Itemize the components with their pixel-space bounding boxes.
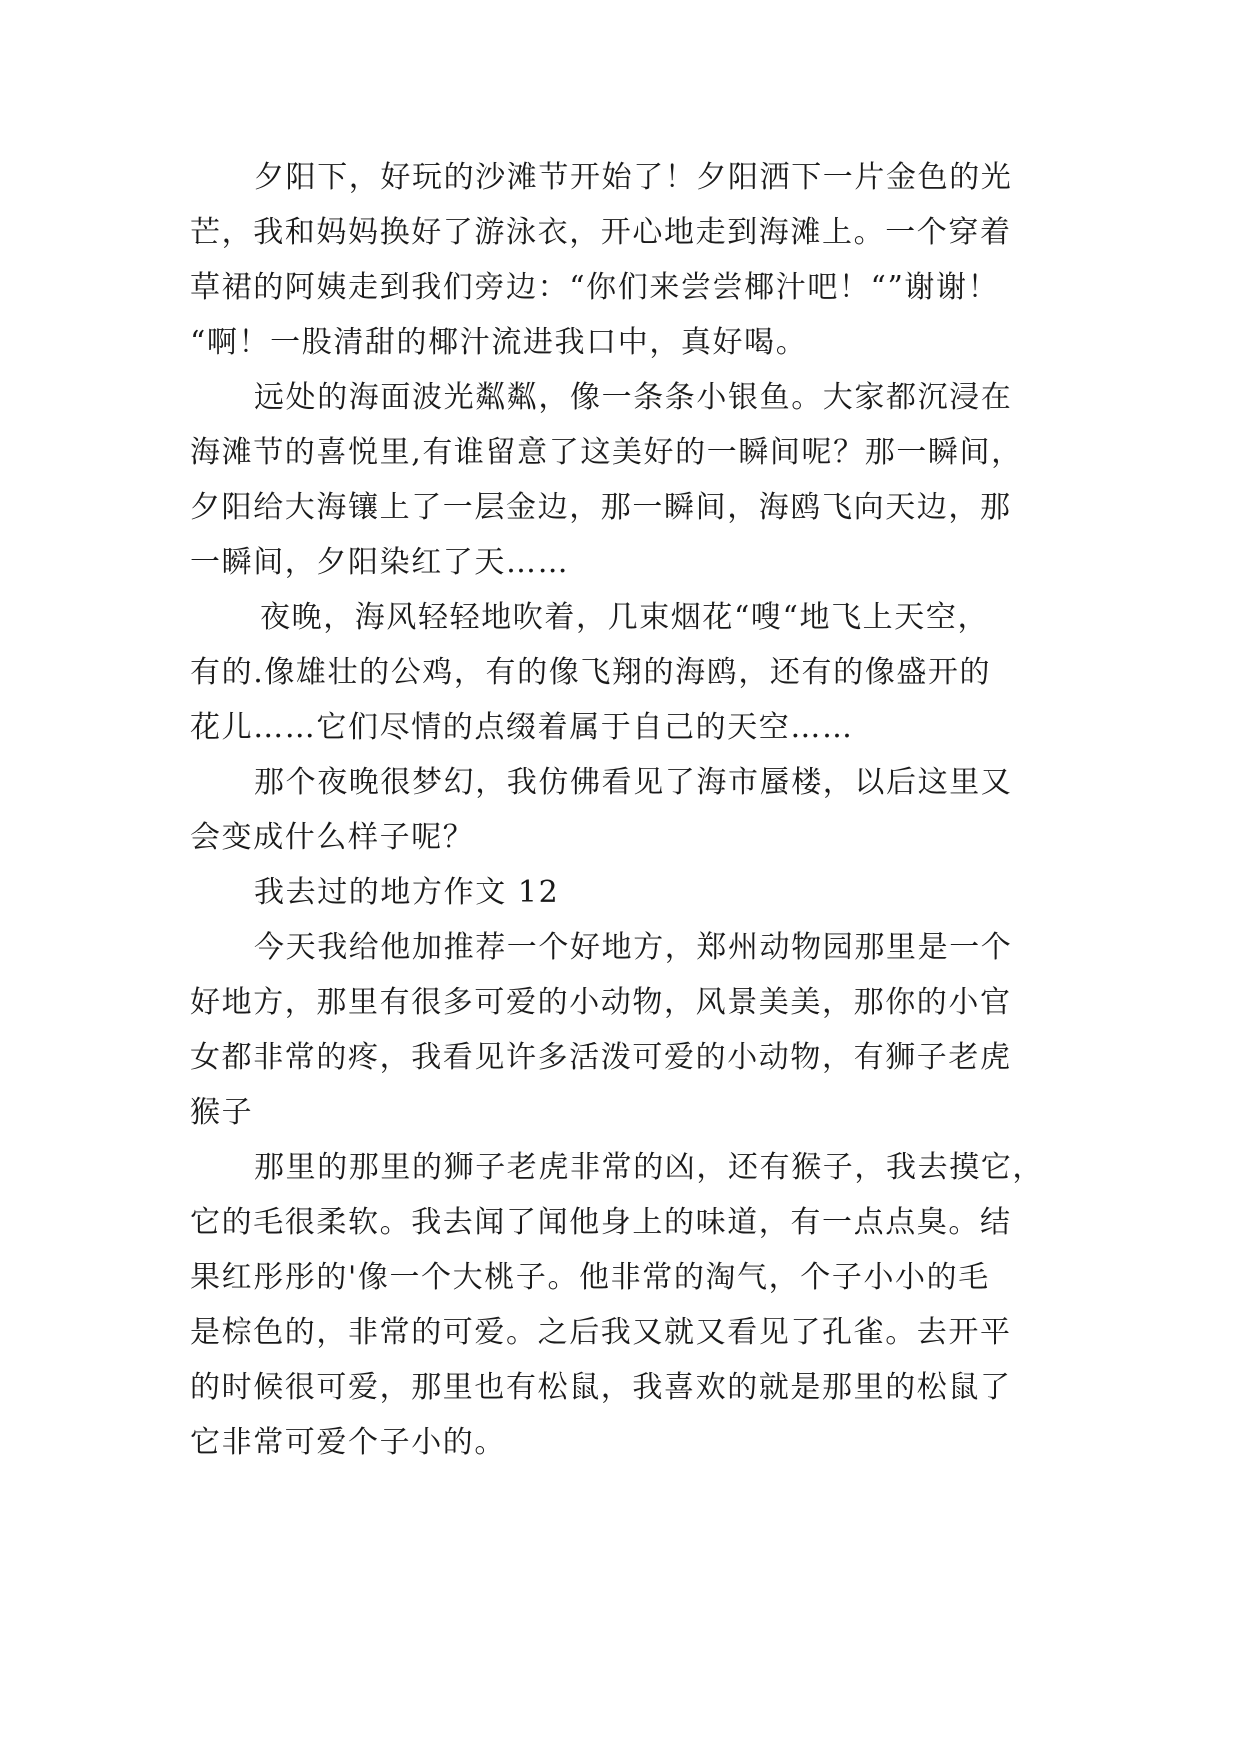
text-line: 草裙的阿姨走到我们旁边：“你们来尝尝椰汁吧！“”谢谢！ [190, 270, 1000, 305]
document-body [190, 150, 1070, 1470]
text-line: 有的.像雄壮的公鸡，有的像飞翔的海鸥，还有的像盛开的 [190, 655, 992, 690]
paragraph-fireworks [190, 590, 1070, 755]
text-line: 的时候很可爱，那里也有松鼠，我喜欢的就是那里的松鼠了 [190, 1370, 1012, 1405]
text-line: 那里的那里的狮子老虎非常的凶，还有猴子，我去摸它， [254, 1150, 1044, 1185]
text-line: 那个夜晚很梦幻，我仿佛看见了海市蜃楼，以后这里又 [254, 765, 1013, 800]
text-line: 芒，我和妈妈换好了游泳衣，开心地走到海滩上。一个穿着 [190, 215, 1012, 250]
paragraph-beach-festival [190, 150, 1070, 370]
text-line: 远处的海面波光粼粼，像一条条小银鱼。大家都沉浸在 [254, 380, 1013, 415]
text-line: 夕阳下，好玩的沙滩节开始了！夕阳洒下一片金色的光 [254, 160, 1013, 195]
text-line: 夜晚，海风轻轻地吹着，几束烟花“嗖“地飞上天空， [260, 600, 990, 635]
text-line: 它的毛很柔软。我去闻了闻他身上的味道，有一点点臭。结 [190, 1205, 1012, 1240]
paragraph-dreamy-night [190, 755, 1070, 865]
text-line: 夕阳给大海镶上了一层金边，那一瞬间，海鸥飞向天边，那 [190, 490, 1012, 525]
text-line: 是棕色的，非常的可爱。之后我又就又看见了孔雀。去开平 [190, 1315, 1012, 1350]
text-line: 猴子 [190, 1095, 254, 1130]
text-line: 花儿……它们尽情的点缀着属于自己的天空…… [190, 710, 854, 745]
text-line: 一瞬间，夕阳染红了天…… [190, 545, 570, 580]
text-line: 它非常可爱个子小的。 [190, 1425, 506, 1460]
text-line: 今天我给他加推荐一个好地方，郑州动物园那里是一个 [254, 930, 1013, 965]
paragraph-zoo-intro [190, 920, 1070, 1140]
text-line: 好地方，那里有很多可爱的小动物，风景美美，那你的小官 [190, 985, 1012, 1020]
text-line: 果红彤彤的'像一个大桃子。他非常的淘气，个子小小的毛 [190, 1260, 990, 1295]
text-line: 海滩节的喜悦里,有谁留意了这美好的一瞬间呢？那一瞬间， [190, 435, 1023, 470]
paragraph-zoo-animals [190, 1140, 1070, 1470]
paragraph-sea-view [190, 370, 1070, 590]
text-line: 女都非常的疼，我看见许多活泼可爱的小动物，有狮子老虎 [190, 1040, 1012, 1075]
text-line: “啊！一股清甜的椰汁流进我口中，真好喝。 [190, 325, 808, 360]
section-title [190, 865, 1070, 920]
text-line: 会变成什么样子呢？ [190, 820, 475, 855]
essay-heading: 我去过的地方作文 12 [254, 875, 560, 910]
